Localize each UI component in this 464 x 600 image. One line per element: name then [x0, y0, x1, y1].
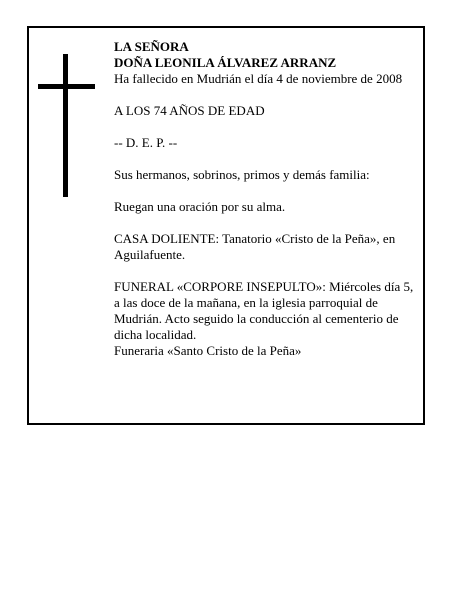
family-statement: Sus hermanos, sobrinos, primos y demás familia: — [114, 167, 370, 182]
dep-line: -- D. E. P. -- — [114, 135, 178, 150]
obituary-text — [114, 39, 414, 359]
deceased-name: DOÑA LEONILA ÁLVAREZ ARRANZ — [114, 55, 337, 70]
casa-doliente: CASA DOLIENTE: Tanatorio «Cristo de la Peña», en Aguilafuente. — [114, 231, 396, 262]
age-statement: A LOS 74 AÑOS DE EDAD — [114, 103, 265, 118]
prayer-request: Ruegan una oración por su alma. — [114, 199, 286, 214]
death-statement: Ha fallecido en Mudrián el día 4 de noviembre de 2008 — [114, 71, 403, 86]
funeraria: Funeraria «Santo Cristo de la Peña» — [114, 343, 302, 358]
funeral-details: FUNERAL «CORPORE INSEPULTO»: Miércoles día 5, a las doce de la mañana, en la iglesia parroquial de Mudrián. Acto seguido la conducción al cementerio de dicha localidad. — [114, 279, 414, 342]
notice-title: LA SEÑORA — [114, 39, 189, 54]
cross-vertical-bar — [63, 54, 68, 197]
cross-horizontal-bar — [38, 84, 95, 89]
